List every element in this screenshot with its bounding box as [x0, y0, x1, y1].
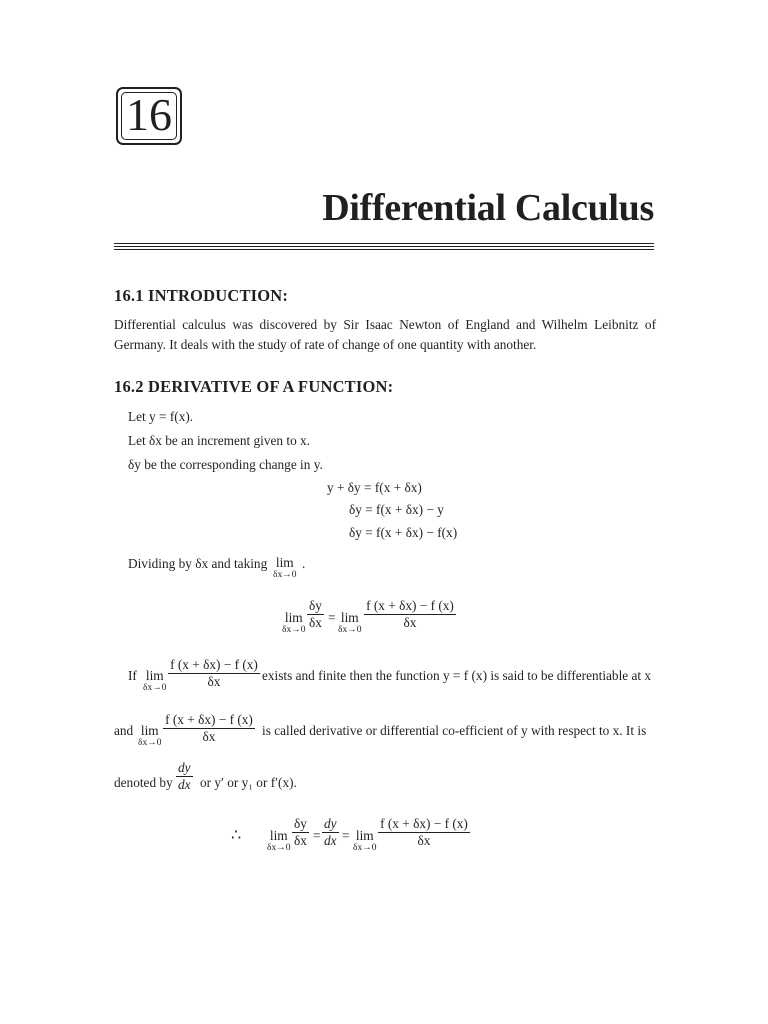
numerator-difference: f (x + δx) − f (x): [380, 816, 468, 831]
line-exists: exists and finite then the function y = f (x) is said to be differentiable at x: [262, 668, 652, 683]
limit-subscript: δx→0: [143, 683, 167, 693]
limit-left: [282, 611, 305, 635]
equals-sign: =: [328, 610, 336, 625]
chapter-number-box: [116, 87, 182, 145]
line-or: or y′ or y₁ or f′(x).: [200, 775, 297, 790]
denominator-dx: δx: [207, 674, 221, 689]
title-rule-bottom: [114, 249, 654, 250]
numerator-difference: f (x + δx) − f (x): [170, 657, 258, 672]
fraction-dy-dx: [322, 816, 339, 849]
numerator-dy: δy: [309, 598, 322, 613]
fraction-therefore: [378, 816, 470, 849]
numerator-dy: δy: [294, 816, 307, 831]
line-dy-change: δy be the corresponding change in y.: [128, 457, 323, 472]
limit-subscript: δx→0: [338, 625, 362, 635]
title-rule-middle: [114, 246, 654, 247]
limit-if: [143, 669, 166, 693]
limit-word: lim: [145, 668, 164, 683]
fraction-and: [163, 712, 255, 745]
denominator-dx: δx: [403, 615, 417, 630]
limit-dividing: [273, 556, 296, 580]
title-rule-top: [114, 243, 654, 244]
equals-sign: =: [313, 828, 321, 843]
equals-sign: =: [342, 828, 350, 843]
limit-subscript: δx→0: [267, 843, 291, 853]
line-denoted-by: denoted by: [114, 775, 173, 790]
fraction-dy-dx-denoted: [176, 760, 193, 793]
therefore-symbol: ∴: [231, 827, 242, 844]
limit-subscript: δx→0: [353, 843, 377, 853]
line-called: is called derivative or differential co-efficient of y with respect to x. It is: [262, 723, 647, 738]
limit-therefore-right: [353, 829, 376, 853]
denominator-dx: δx: [417, 833, 431, 848]
chapter-number: 16: [126, 89, 172, 140]
equation-1: y + δy = f(x + δx): [327, 480, 422, 495]
limit-word: lim: [140, 723, 159, 738]
fraction-difference-quotient: [364, 598, 456, 631]
denominator-dx: δx: [294, 833, 307, 848]
limit-and: [138, 724, 161, 748]
numerator-difference: f (x + δx) − f (x): [165, 712, 253, 727]
limit-therefore-left: [267, 829, 290, 853]
limit-word: lim: [355, 828, 374, 843]
limit-word: lim: [275, 555, 294, 570]
numerator-dy: dy: [178, 760, 191, 775]
limit-word: lim: [340, 610, 359, 625]
section-heading-introduction: 16.1 INTRODUCTION:: [114, 286, 289, 305]
limit-word: lim: [284, 610, 303, 625]
section-heading-derivative: 16.2 DERIVATIVE OF A FUNCTION:: [114, 377, 394, 396]
period: .: [302, 556, 306, 571]
line-dividing: Dividing by δx and taking: [128, 556, 268, 571]
line-let-dx: Let δx be an increment given to x.: [128, 433, 311, 448]
chapter-title: Differential Calculus: [322, 187, 654, 229]
equation-3: δy = f(x + δx) − f(x): [349, 525, 458, 540]
line-let-y: Let y = f(x).: [128, 409, 194, 424]
fraction-if: [168, 657, 260, 690]
denominator-dx: dx: [178, 777, 191, 792]
introduction-paragraph: Differential calculus was discovered by Sir Isaac Newton of England and Wilhelm Leibnitz of Germany. It deals with the study of rate of change of one quantity with another.: [114, 317, 656, 352]
denominator-dx: dx: [324, 833, 337, 848]
limit-subscript: δx→0: [138, 738, 162, 748]
denominator-dx: δx: [202, 729, 216, 744]
word-if: If: [128, 668, 137, 683]
limit-right: [338, 611, 361, 635]
fraction-dy-over-dx: [307, 598, 324, 631]
fraction-dy-over-dx: [292, 816, 309, 849]
equation-2: δy = f(x + δx) − y: [349, 502, 444, 517]
limit-subscript: δx→0: [273, 570, 297, 580]
word-and: and: [114, 723, 134, 738]
denominator-dx: δx: [309, 615, 322, 630]
numerator-difference: f (x + δx) − f (x): [366, 598, 454, 613]
numerator-dy: dy: [324, 816, 337, 831]
limit-word: lim: [269, 828, 288, 843]
limit-subscript: δx→0: [282, 625, 306, 635]
